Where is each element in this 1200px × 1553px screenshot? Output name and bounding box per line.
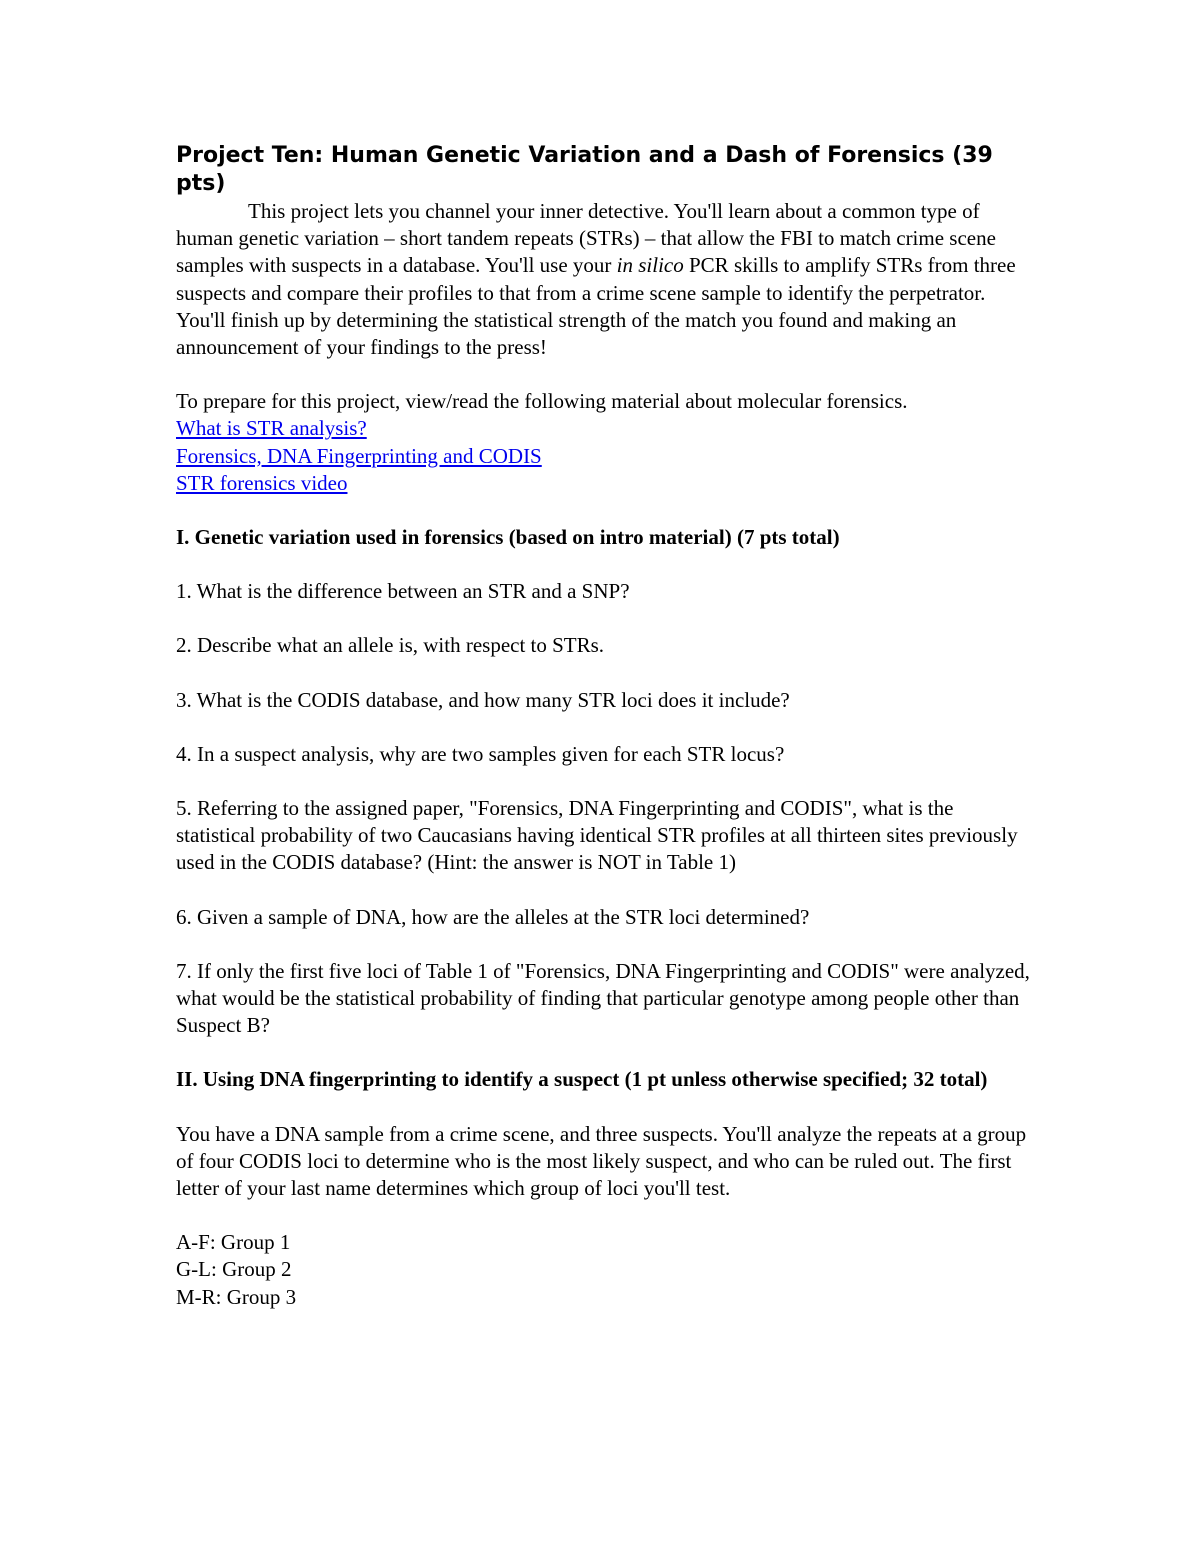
question-4: 4. In a suspect analysis, why are two samples given for each STR locus? <box>176 741 785 766</box>
question-7: 7. If only the first five loci of Table 1 of "Forensics, DNA Fingerprinting and CODIS" were analyzed, what would be the statistical probability of finding that particular genotype among people other than Suspect B? <box>176 958 1030 1038</box>
group-item-1: A-F: Group 1 <box>176 1230 291 1255</box>
group-item-3: M-R: Group 3 <box>176 1284 297 1309</box>
section-2-body: You have a DNA sample from a crime scene, and three suspects. You'll analyze the repeats at a group of four CODIS loci to determine who is the most likely suspect, and who can be ruled out. The first letter of your last name determines which group of loci you'll test. <box>176 1121 1027 1201</box>
document-title: Project Ten: Human Genetic Variation and a Dash of Forensics (39 pts) <box>176 143 993 196</box>
question-6: 6. Given a sample of DNA, how are the alleles at the STR loci determined? <box>176 904 810 929</box>
section-1-heading: I. Genetic variation used in forensics (based on intro material) (7 pts total) <box>176 525 840 550</box>
intro-text-part2: PCR skills to amplify STRs from three suspects and compare their profiles to that from a crime scene sample to identify the perpetrator. You'll finish up by determining the statistical strength of the match you found and making an announcement of your findings to the press! <box>176 253 1016 360</box>
intro-text-part1: This project lets you channel your inner detective. You'll learn about a common type of human genetic variation – short tandem repeats (STRs) – that allow the FBI to match crime scene samples with suspects in a database. You'll use your <box>176 199 996 278</box>
prepare-text: To prepare for this project, view/read the following material about molecular forensics. <box>176 389 908 414</box>
document-page <box>176 140 1036 1311</box>
link-forensics-dna-fingerprinting-codis[interactable]: Forensics, DNA Fingerprinting and CODIS <box>176 443 542 468</box>
question-1: 1. What is the difference between an STR and a SNP? <box>176 579 630 604</box>
intro-paragraph <box>176 198 1036 361</box>
question-2: 2. Describe what an allele is, with respect to STRs. <box>176 633 605 658</box>
link-str-forensics-video[interactable]: STR forensics video <box>176 470 348 495</box>
group-item-2: G-L: Group 2 <box>176 1257 292 1282</box>
intro-italic-term: in silico <box>616 253 684 278</box>
question-3: 3. What is the CODIS database, and how many STR loci does it include? <box>176 687 790 712</box>
group-list <box>176 1229 1036 1311</box>
resource-links <box>176 415 1036 497</box>
link-what-is-str-analysis[interactable]: What is STR analysis? <box>176 416 367 441</box>
question-5: 5. Referring to the assigned paper, "Forensics, DNA Fingerprinting and CODIS", what is the statistical probability of two Caucasians having identical STR profiles at all thirteen sites previously used in the CODIS database? (Hint: the answer is NOT in Table 1) <box>176 796 1018 875</box>
section-2-heading: II. Using DNA fingerprinting to identify a suspect (1 pt unless otherwise specified; 32 total) <box>176 1067 988 1092</box>
